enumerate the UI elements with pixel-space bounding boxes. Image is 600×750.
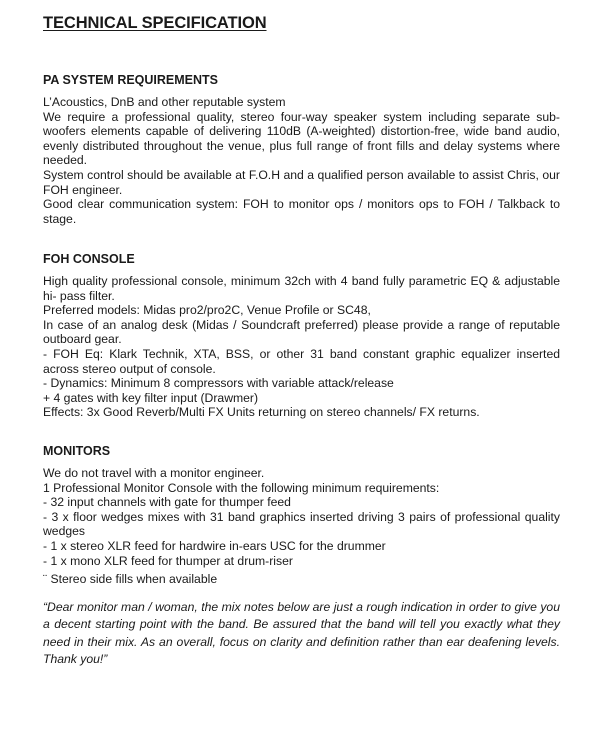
foh-line: Preferred models: Midas pro2/pro2C, Venue Profile or SC48, <box>43 303 371 318</box>
monitors-line: - 1 x mono XLR feed for thumper at drum-riser <box>43 553 293 568</box>
monitors-line: - 1 x stereo XLR feed for hardwire in-ears USC for the drummer <box>43 538 386 553</box>
monitors-line: - 32 input channels with gate for thumper feed <box>43 495 291 510</box>
foh-line: + 4 gates with key filter input (Drawmer) <box>43 390 259 405</box>
foh-line: In case of an analog desk (Midas / Soundcraft preferred) please provide a range of reputable outboard gear. <box>43 317 560 347</box>
pa-heading: PA SYSTEM REQUIREMENTS <box>43 73 219 87</box>
monitors-heading: MONITORS <box>43 444 111 458</box>
monitors-side-fills: ¨ Stereo side fills when available <box>43 572 218 587</box>
monitor-notes-quote <box>43 599 560 668</box>
foh-line: Effects: 3x Good Reverb/Multi FX Units returning on stereo channels/ FX returns. <box>43 405 480 420</box>
foh-heading: FOH CONSOLE <box>43 252 135 266</box>
foh-line: - Dynamics: Minimum 8 compressors with variable attack/release <box>43 376 394 391</box>
quote-text: “Dear monitor man / woman, the mix notes below are just a rough indication in order to give you a decent starting point with the band. Be assured that the band will tell you exactly what they need in their mix. As an overall, focus on clarity and definition rather than ear deafening levels. Thank you!” <box>43 600 560 666</box>
foh-line: High quality professional console, minimum 32ch with 4 band fully parametric EQ & adjustable hi- pass filter. <box>43 274 560 303</box>
foh-line: - FOH Eq: Klark Technik, XTA, BSS, or other 31 band constant graphic equalizer inserted across stereo output of console. <box>43 346 560 376</box>
monitors-section <box>43 444 560 587</box>
foh-section <box>43 252 560 420</box>
pa-line: Good clear communication system: FOH to monitor ops / monitors ops to FOH / Talkback to stage. <box>43 197 560 226</box>
monitors-line: - 3 x floor wedges mixes with 31 band graphics inserted driving 3 pairs of professional quality wedges <box>43 509 560 539</box>
pa-section <box>43 73 560 226</box>
pa-line: We require a professional quality, stereo four-way speaker system including separate sub-woofers elements capable of delivering 110dB (A-weighted) distortion-free, wide band audio, evenly distributed throughout the venue, plus full range of front fills and delay systems where needed. <box>43 109 560 168</box>
pa-line: L’Acoustics, DnB and other reputable system <box>43 95 286 109</box>
pa-line: System control should be available at F.O.H and a qualified person available to assist Chris, our FOH engineer. <box>43 167 560 197</box>
monitors-line: We do not travel with a monitor engineer. <box>43 466 265 480</box>
monitors-line: 1 Professional Monitor Console with the following minimum requirements: <box>43 480 440 495</box>
page-title: TECHNICAL SPECIFICATION <box>43 14 267 32</box>
